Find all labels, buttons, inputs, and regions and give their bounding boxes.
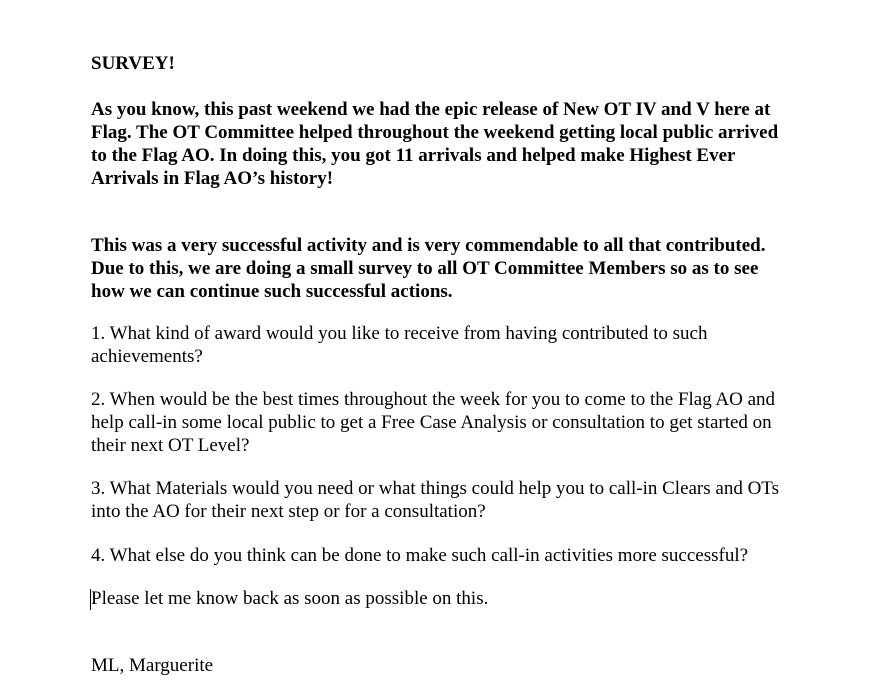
closing-text: Please let me know back as soon as possible on this.	[91, 588, 489, 609]
intro-paragraph: As you know, this past weekend we had the epic release of New OT IV and V here at Flag. The OT Committee helped throughout the weekend getting local public arrived to the Flag AO. In doing this, you got 11 arrivals and helped make Highest Ever Arrivals in Flag AO’s history!	[91, 99, 779, 189]
question-4: 4. What else do you think can be done to make such call-in activities more successful?	[91, 545, 749, 566]
question-3: 3. What Materials would you need or what things could help you to call-in Clears and OTs into the AO for their next step or for a consultation?	[91, 478, 779, 522]
question-2: 2. When would be the best times throughout the week for you to come to the Flag AO and help call-in some local public to get a Free Case Analysis or consultation to get started on their next OT Level?	[91, 389, 776, 456]
document-title: SURVEY!	[91, 53, 175, 74]
signature: ML, Marguerite	[91, 655, 214, 676]
closing-line[interactable]	[91, 587, 791, 610]
question-1: 1. What kind of award would you like to receive from having contributed to such achievements?	[91, 323, 708, 367]
text-cursor	[90, 589, 91, 610]
survey-intro-paragraph: This was a very successful activity and is very commendable to all that contributed. Due to this, we are doing a small survey to all OT Committee Members so as to see how we can continue such successful actions.	[91, 235, 766, 302]
